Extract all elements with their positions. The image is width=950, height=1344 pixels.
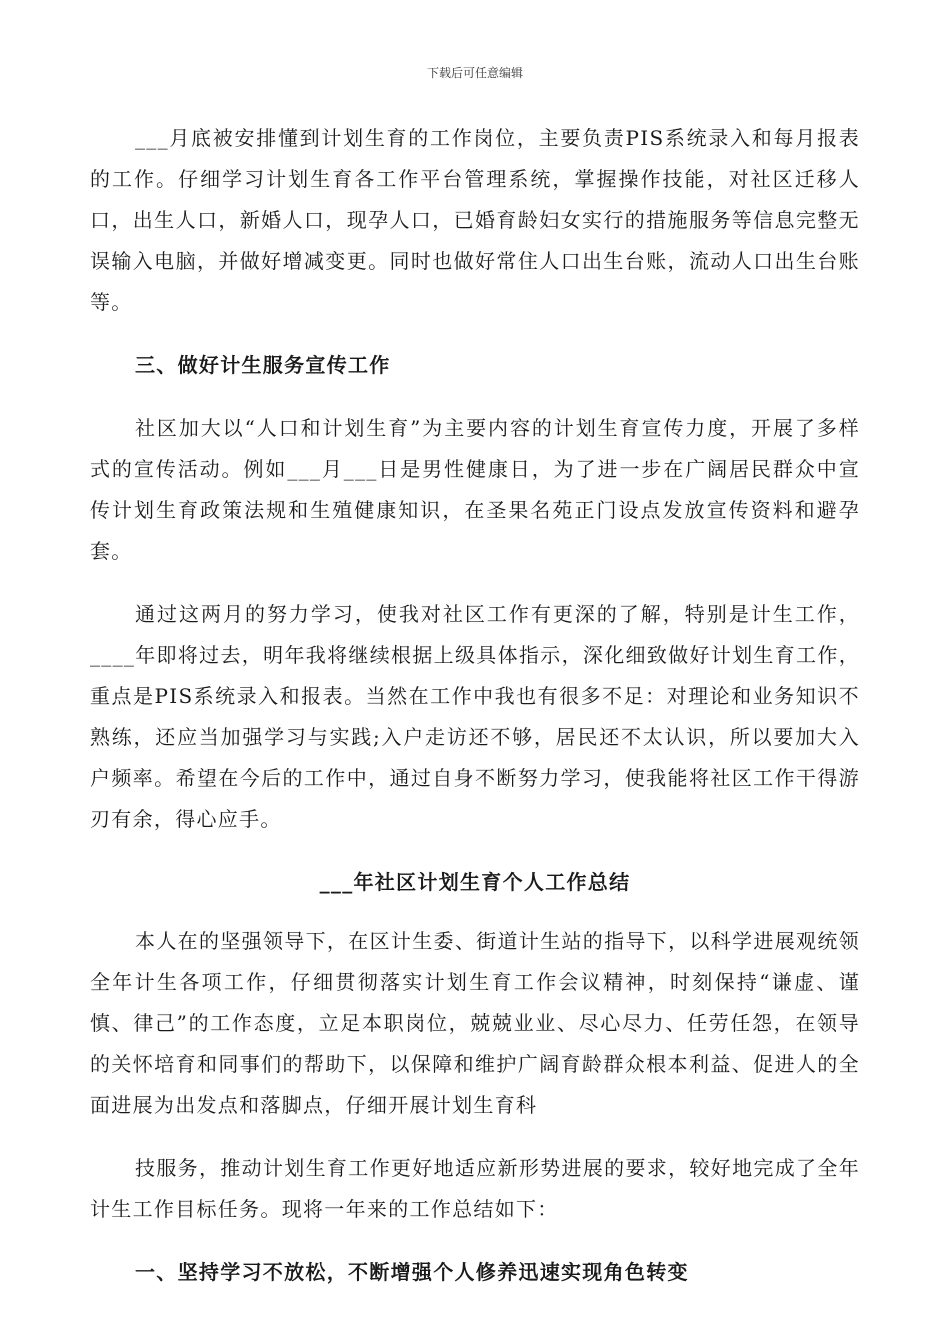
document-body <box>90 118 860 1315</box>
document-title: ___年社区计划生育个人工作总结 <box>319 870 631 894</box>
paragraph-intro: 本人在的坚强领导下，在区计生委、街道计生站的指导下，以科学进展观统领全年计生各项工作，仔细贯彻落实计划生育工作会议精神，时刻保持“谦虚、谨慎、律己”的工作态度，立足本职岗位，兢兢业业、尽心尽力、任劳任怨，在领导的关怀培育和同事们的帮助下，以保障和维护广阔育龄群众根本利益、促进人的全面进展为出发点和落脚点，仔细开展计划生育科 <box>90 929 860 1117</box>
paragraph-reflection: 通过这两月的努力学习，使我对社区工作有更深的了解，特别是计生工作，____年即将过去，明年我将继续根据上级具体指示，深化细致做好计划生育工作，重点是PIS系统录入和报表。当然在工作中我也有很多不足：对理论和业务知识不熟练，还应当加强学习与实践;入户走访还不够，居民还不太认识，所以要加大入户频率。希望在今后的工作中，通过自身不断努力学习，使我能将社区工作干得游刃有余，得心应手。 <box>90 602 860 831</box>
page-header: 下载后可任意编辑 <box>426 66 523 80</box>
paragraph-pis-work: ___月底被安排懂到计划生育的工作岗位，主要负责PIS系统录入和每月报表的工作。仔细学习计划生育各工作平台管理系统，掌握操作技能，对社区迁移人口，出生人口，新婚人口，现孕人口，已婚育龄妇女实行的措施服务等信息完整无误输入电脑，并做好增减变更。同时也做好常住人口出生台账，流动人口出生台账等。 <box>90 126 860 314</box>
section-heading-publicity: 三、做好计生服务宣传工作 <box>135 353 391 377</box>
section-heading-study: 一、坚持学习不放松，不断增强个人修养迅速实现角色转变 <box>135 1260 689 1284</box>
paragraph-publicity: 社区加大以“人口和计划生育”为主要内容的计划生育宣传力度，开展了多样式的宣传活动。例如___月___日是男性健康日，为了进一步在广阔居民群众中宣传计划生育政策法规和生殖健康知识，在圣果名苑正门设点发放宣传资料和避孕套。 <box>90 416 860 563</box>
paragraph-intro-continued: 技服务，推动计划生育工作更好地适应新形势进展的要求，较好地完成了全年计生工作目标任务。现将一年来的工作总结如下： <box>90 1156 860 1221</box>
